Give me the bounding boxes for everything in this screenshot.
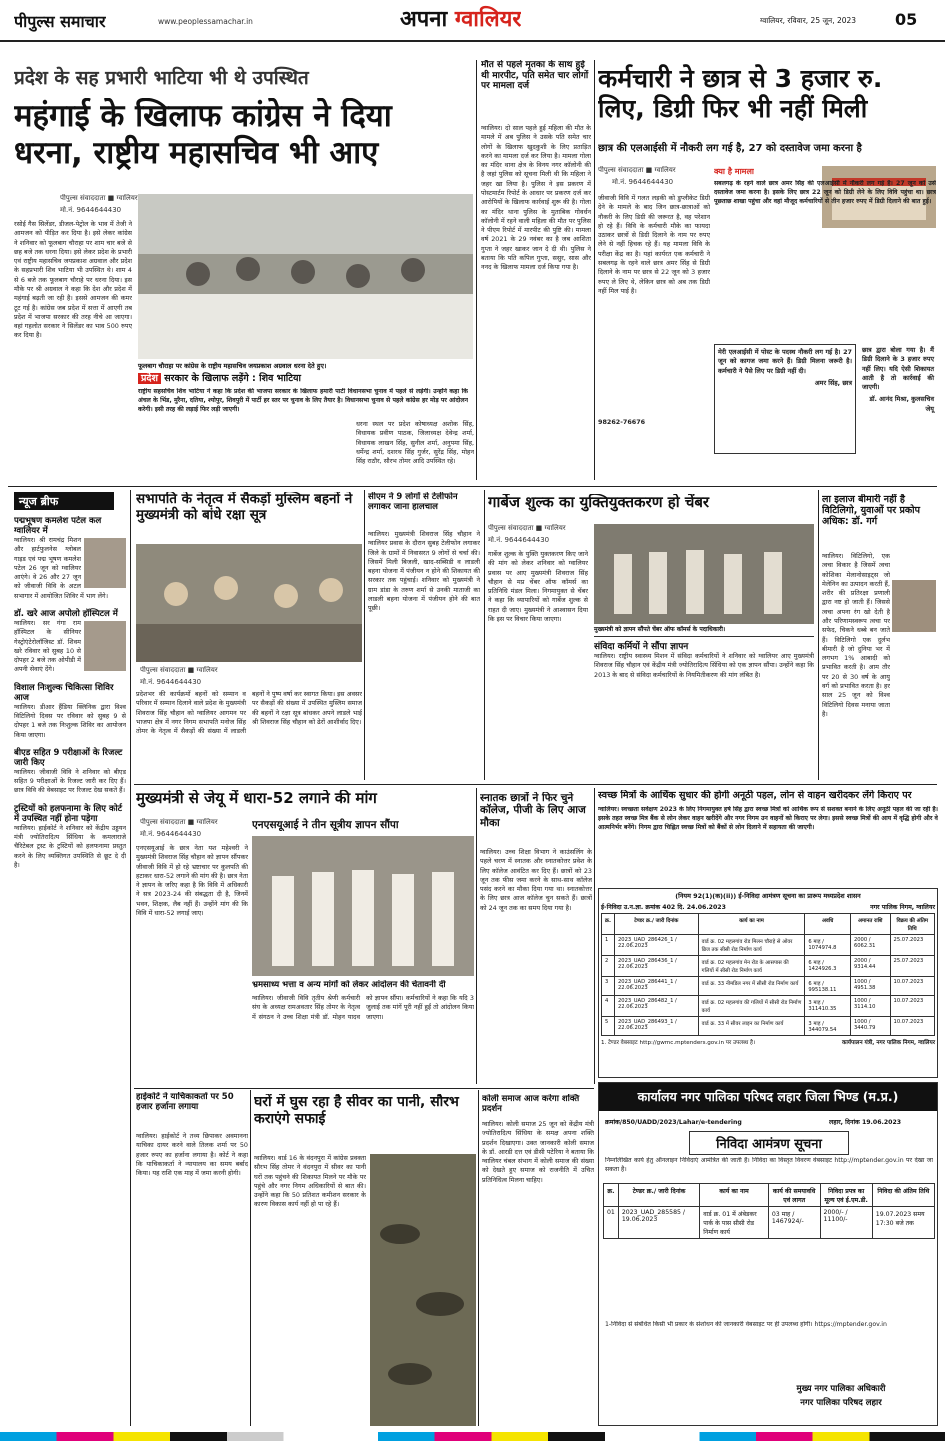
quote1-attr: अमर सिंह, छात्र xyxy=(814,378,852,387)
tender2-signature1: मुख्य नगर पालिका अधिकारी xyxy=(796,1384,886,1394)
death-headline: मौत से पहले मृतका के साथ हुई थी मारपीट, पति समेत चार लोगों पर मामला दर्ज xyxy=(481,60,589,92)
cell: वार्ड क्र. 02 महलगांव रोड मिलन चौराहे से ओवर ब्रिज तक सीसी रोड निर्माण कार्य xyxy=(698,935,805,956)
cell: 10.07.2023 xyxy=(890,996,934,1017)
tender1-signature: कार्यपालन यंत्री, नगर पालिक निगम, ग्वालियर xyxy=(842,1040,935,1046)
student-headline: कर्मचारी ने छात्र से 3 हजार रु. लिए, डिग्री फिर भी नहीं मिली xyxy=(598,64,883,123)
th: निविदा की अंतिम तिथि xyxy=(872,1184,934,1207)
quote-box-2 xyxy=(860,344,936,472)
quote1-text: मेरी एलआईसी में पोस्ट के पदस्थ नौकरी लग गई है। 27 जून को कागज जमा करने हैं। डिग्री मिलना जरूरी है। कर्मचारी ने पैसे लिए पर डिग्री नहीं दी। xyxy=(718,348,852,375)
section52-photo xyxy=(252,836,474,976)
cell: 10.07.2023 xyxy=(890,1017,934,1036)
cell: 3 माह / 311410.35 xyxy=(805,996,851,1017)
brief-item xyxy=(14,609,126,675)
cell: 2 xyxy=(602,956,615,977)
brief-body: ग्वालियर। हाईकोर्ट ने शनिवार को केंद्रीय उड्डयन मंत्री ज्योतिरादित्य सिंधिया के कमलाराजे चैरिटेबल ट्रस्ट के ट्रस्टियों को हलफनामा प्रस्तुत करने के लिए व्यक्तिगत उपस्थिति से छूट दे दी है। xyxy=(14,823,126,869)
section52-headline: मुख्यमंत्री से जेयू में धारा-52 लगाने की मांग xyxy=(136,790,377,807)
college-headline: स्नातक छात्रों ने फिर चुने कॉलेज, पीजी के लिए आज मौका xyxy=(480,792,586,829)
hc-headline: हाईकोर्ट ने याचिकाकर्ता पर 50 हजार हर्जाना लगाया xyxy=(136,1092,234,1113)
muslim-mobile: मो.नं. 9644644430 xyxy=(140,678,202,686)
sewer-photo xyxy=(370,1154,476,1426)
section52-photo-body: ग्वालियर। जीवाजी विवि तृतीय श्रेणी कर्मचारी संघ के अध्यक्ष रामअवतार सिंह तोमर के नेतृत्व में संगठन ने उच्च शिक्षा मंत्री डॉ. मोहन यादव को ज्ञापन सौंपा। कर्मचारियों ने कहा कि यदि 3 जुलाई तक मांगें पूरी नहीं हुईं तो आंदोलन किया जाएगा। xyxy=(252,994,474,1021)
tender2-table-wrap xyxy=(603,1183,935,1239)
news-brief-list xyxy=(14,516,126,1426)
vitiligo-headline: ला इलाज बीमारी नहीं है विटिलिगो, युवाओं पर प्रकोप अधिक: डॉ. गर्ग xyxy=(822,494,921,528)
brief-item xyxy=(14,683,126,740)
nsui-photo-icon xyxy=(252,836,474,976)
th: अवधि xyxy=(805,914,851,935)
sewer-headline: घरों में घुस रहा है सीवर का पानी, सौरभ कराएंगे सफाई xyxy=(254,1094,459,1127)
telephone-headline: सीएम ने 9 लोगों से टेलीफोन लगाकर जाना हालचाल xyxy=(368,492,458,513)
cell: 2023_UAD_285585 / 19.06.2023 xyxy=(618,1207,699,1239)
site-url: www.peoplessamachar.in xyxy=(158,17,253,26)
brief-head: पद्मभूषण कमलेश पटेल कल ग्वालियर में xyxy=(14,516,102,537)
cell: 2023_UAD_286441_1 / 22.06.2023 xyxy=(614,977,698,996)
garbage-headline: गार्बेज शुल्क का युक्तियुक्तकरण हो चेंबर xyxy=(488,494,710,511)
cell: 2000 / 9314.44 xyxy=(850,956,890,977)
cell: 2023_UAD_286493_1 / 22.06.2023 xyxy=(614,1017,698,1036)
doctor-portrait xyxy=(892,580,936,632)
tender2-note: 1-निविदा से संबंधित किसी भी प्रकार के संशोधन की जानकारी वेबसाइट पर ही उपलब्ध होगी। https://mptender.gov.in xyxy=(605,1321,887,1328)
student-byline: पीपुल्स संवाददाता ■ ग्वालियर xyxy=(598,166,676,174)
telephone-body: ग्वालियर। मुख्यमंत्री शिवराज सिंह चौहान ने ग्वालियर प्रवास के दौरान सुबह टेलीफोन लगाकर जिले के ग्रामों में निवासरत 9 लोगों से चर्चा की। जिसमें मिली बिजली, खाद-सब्सिडी व लाडली बहना योजना में पंजीयन न होने की शिकायत की सरकार तक पहुंचाई। शनिवार को मुख्यमंत्री ने ग्राम डांडा के तरुण शर्मा से उनकी माताजी का लाडली बहना योजना में पंजीयन होने की बात पूछी। xyxy=(368,530,480,613)
garbage-mobile: मो.नं. 9644644430 xyxy=(488,536,550,544)
cell: वार्ड क्र. 33 में सीवर लाइन का निर्माण कार्य xyxy=(698,1017,805,1036)
lead-kicker: प्रदेश के सह प्रभारी भाटिया भी थे उपस्थित xyxy=(14,67,309,89)
cell: 3 xyxy=(602,977,615,996)
cell: 2000/- / 11100/- xyxy=(820,1207,872,1239)
college-body: ग्वालियर। उच्च शिक्षा विभाग ने काउंसलिंग के पहले चरण में स्नातक और स्नातकोत्तर प्रवेश के लिए कॉलेज आवंटित कर दिए हैं। छात्रों को 23 जून तक फीस जमा करने के साथ-साथ कॉलेज पसंद करने का मौका दिया गया था। स्नातकोत्तर के लिए छात्र आज कॉलेज चुन सकते हैं। छात्रों को 24 जून तक का समय दिया गया है। xyxy=(480,848,592,912)
th: टेण्डर क्र./ जारी दिनांक xyxy=(618,1184,699,1207)
student-mobile: मो.नं. 9644644430 xyxy=(612,178,674,186)
section52-sub-head: एनएसयूआई ने तीन सूत्रीय ज्ञापन सौंपा xyxy=(252,819,399,831)
memorandum-photo-icon xyxy=(594,524,814,624)
cell: 19.07.2023 समय 17:30 बजे तक xyxy=(872,1207,934,1239)
th: क्र. xyxy=(604,1184,619,1207)
portrait-photo xyxy=(84,621,126,671)
tender1 xyxy=(598,888,938,1078)
sub-kicker-label: प्रदेश xyxy=(138,373,161,384)
tender2-table xyxy=(603,1183,935,1239)
table-header-row xyxy=(602,914,935,935)
garbage-sub-body: ग्वालियर। राष्ट्रीय स्वास्थ्य मिशन में संविदा कर्मचारियों ने शनिवार को ग्वालियर आए मुख्यमंत्री शिवराज सिंह चौहान एवं केंद्रीय मंत्री ज्योतिरादित्य सिंधिया को एक ज्ञापन सौंपा। उन्होंने कहा कि 2013 के बाद से संविदा कर्मचारियों के नियमितीकरण की मांग लंबित है। xyxy=(594,652,814,679)
brief-body: ग्वालियर। सर गंगा राम हॉस्पिटल के सीनियर गेस्ट्रोएंटेरोलॉजिस्ट डॉ. शिवम खरे रविवार को सुबह 10 से दोपहर 2 बजे तक ओपीडी में अपनी सेवाएं देंगे। xyxy=(14,619,81,674)
student-body: जीवाजी विवि में गलत लड़की को डुप्लीकेट डिग्री देने के मामले के बाद जिन छात्र-छात्राओं को नौकरी के लिए डिग्री की जरूरत है, वह परेशान हो रहे हैं। विवि के कर्मचारी मौके का फायदा उठाकर छात्रों से डिग्री दिलाने के नाम पर रुपए लेने से नहीं हिचक रहे हैं। यह मामला विवि के परीक्षा केंद्र का है। यहां कार्यरत एक कर्मचारी ने सबलगढ़ के रहने वाले छात्र अमर सिंह से डिग्री दिलाने के नाम पर छात्र से 22 जून को 3 हजार रुपए ले लिए थे, लेकिन छात्र को अब तक डिग्री नहीं मिल पाई है। xyxy=(598,194,710,295)
dateline: ग्वालियर, रविवार, 25 जून, 2023 xyxy=(760,16,857,25)
cell: वार्ड क्र. 02 महलगांव की गलियों में सीसी रोड निर्माण कार्य xyxy=(698,996,805,1017)
vitiligo-body: ग्वालियर। विटिलिगो, एक त्वचा विकार है जिसमें त्वचा कोशिका मेलानोसाइट्स जो मेलेनिन का उत्पादन करती हैं, शरीर की प्रतिरक्षा प्रणाली द्वारा नष्ट हो जाती हैं। जिससे त्वचा अपना रंग खो देती है और परिणामस्वरूप त्वचा पर सफेद, चिकने धब्बे बन जाते हैं। विटिलिगो एक दुर्लभ बीमारी है जो दुनिया भर में लगभग 1% आबादी को प्रभावित करती है। आम तौर पर 20 से 30 वर्ष के आयु वर्ग को प्रभावित करता है। हर साल 25 जून को विश्व विटिलिगो दिवस मनाया जाता है। xyxy=(822,552,890,718)
loan-body: ग्वालियर। स्वच्छता सर्वेक्षण 2023 के लिए निगमायुक्त हर्ष सिंह द्वारा स्वच्छ मित्रों को आर्थिक रूप से सशक्त बनाने के लिए अनूठी पहल की जा रही है। इसके तहत स्वच्छ मित्र बैंक से लोन लेकर वाहन खरीदेंगे और नगर निगम उन वाहनों को किराए पर लेगा। इससे स्वच्छ मित्रों की आय में वृद्धि होगी और वे आत्मनिर्भर बनेंगे। निगम द्वारा चिह्नित स्वच्छ मित्रों को बैंकों से लोन दिलाने में सहायता की जाएगी। xyxy=(598,806,938,831)
tender2-signature2: नगर पालिका परिषद लहार xyxy=(800,1398,882,1408)
cell: 5 xyxy=(602,1017,615,1036)
tender2-ref-date: लहार, दिनांक 19.06.2023 xyxy=(829,1119,902,1126)
tender2-title: निविदा आमंत्रण सूचना xyxy=(689,1131,849,1155)
cell: वार्ड क्र. 33 नीमडिल नगर में सीसी रोड निर्माण कार्य xyxy=(698,977,805,996)
th: टेण्डर क्र./ जारी दिनांक xyxy=(614,914,698,935)
brief-item xyxy=(14,804,126,870)
sub-kicker-text: सरकार के खिलाफ लड़ेंगे : शिव भाटिया xyxy=(164,373,302,384)
lead-col3: धरना स्थल पर प्रदेश कोषाध्यक्ष अशोक सिंह, विधायक प्रवीण पाठक, जिलाध्यक्ष देवेन्द्र शर्मा, विधायक लाखन सिंह, सुनील शर्मा, अनुपमा सिंह, धर्मेन्द्र शर्मा, दशरथ सिंह गुर्जर, सुरेंद्र सिंह, मोहन सिंह राठौर, सौरभ तोमर आदि उपस्थित रहे। xyxy=(356,420,474,466)
section52-photo-caption: भ्रमसाध्य भत्ता व अन्य मांगों को लेकर आंदोलन की चेतावनी दी xyxy=(252,980,446,990)
tender1-table xyxy=(601,913,935,1036)
crowd-photo-icon xyxy=(138,194,473,359)
hc-body: ग्वालियर। हाईकोर्ट ने तथ्य छिपाकर अवमानना याचिका दायर करने वाले तिलक शर्मा पर 50 हजार रुपए का हर्जाना लगाया है। कोर्ट ने कहा कि याचिकाकर्ता ने न्यायालय का समय बर्बाद किया। यह राशि एक माह में जमा करनी होगी। xyxy=(136,1132,248,1178)
lead-sub-body: राष्ट्रीय सहसचिव शिव भाटिया ने कहा कि प्रदेश की भाजपा सरकार के खिलाफ हमारी पार्टी विधानसभा चुनाव में पहले से लड़ेगी। उन्होंने कहा कि अंचल के भिंड, मुरैना, दतिया, श्योपुर, शिवपुरी में पार्टी हर स्तर पर चुनाव के लिए तैयार है। विधानसभा चुनाव से पहले कांग्रेस हर मोड़ पर आंदोलन करेगी। इसी तरह की लड़ाई फिर लड़ी जाएगी। xyxy=(138,388,468,413)
section-name: ग्वालियर xyxy=(454,7,522,32)
cell: 1000 / 3114.10 xyxy=(850,996,890,1017)
section-title xyxy=(400,5,521,35)
cell: 25.07.2023 xyxy=(890,935,934,956)
table-row xyxy=(602,1017,935,1036)
lead-body: रसोई गैस सिलेंडर, डीजल-पेट्रोल के भाव में तेजी ने आमजन को पीड़ित कर दिया है। इसे लेकर कांग्रेस ने शनिवार को फूलबाग चौराहा पर शाम चार बजे से छह बजे तक धरना दिया। इसे लेकर प्रदेश के प्रभारी एवं राष्ट्रीय महासचिव जयप्रकाश अग्रवाल और प्रदेश के सहप्रभारी शिव भाटिया भी उपस्थित थे। शाम 4 से 6 बजे तक फूलबाग चौराहे पर धरना दिया। इस मौके पर श्री अग्रवाल ने कहा कि देश और प्रदेश में महंगाई बढ़ती जा रही है। इससे आमजन की कमर टूट गई है। कांग्रेस जब प्रदेश में सत्ता में आएगी तब प्रदेश में भाजपा सरकार की तरह नीचे आ जाएगा। वहां गहलोत सरकार ने सिलेंडर का भाव 500 रुपए कर दिया है। xyxy=(14,220,132,340)
cell: 1 xyxy=(602,935,615,956)
death-body: ग्वालियर। दो साल पहले हुई महिला की मौत के मामले में अब पुलिस ने उसके पति समेत चार लोगों के खिलाफ खुदकुशी के लिए प्रताड़ित करने का मामला दर्ज कर लिया है। मामला गोला का मंदिर थाना क्षेत्र के विनय नगर कॉलोनी की है जहां पुलिस को सूचना मिली थी कि महिला ने जहर खा लिया है। पुलिस ने इस प्रकरण में पोस्टमार्टम रिपोर्ट के आधार पर प्रकरण दर्ज कर आरोपियों के खिलाफ कार्रवाई शुरू की है। गोला का मंदिर थाना पुलिस के मुताबिक गोवर्धन कॉलोनी में रहने वाली महिला की मौत पर पुलिस ने पीएम रिपोर्ट में मारपीट की पुष्टि की। मामला वर्ष 2021 के 29 नवंबर का है जब आशिता गुप्ता ने जहर खाकर जान दे दी थी। पुलिस ने बताया कि पति कपिल गुप्ता, ससुर, सास और ननद के खिलाफ मामला दर्ज किया गया है। xyxy=(481,124,591,272)
tender1-org: नगर पालिक निगम, ग्वालियर xyxy=(870,904,935,911)
lead-mobile: मो.नं. 9644644430 xyxy=(60,206,122,214)
section52-byline: पीपुल्स संवाददाता ■ ग्वालियर xyxy=(140,818,218,826)
section-prefix: अपना xyxy=(400,7,448,32)
tender1-note: 1. टेण्डर वेबसाइट http://gwmc.mptenders.gov.in पर उपलब्ध है। xyxy=(601,1040,756,1046)
sewage-photo-icon xyxy=(370,1154,476,1426)
brief-item xyxy=(14,748,126,796)
student-box xyxy=(714,166,936,341)
garbage-photo xyxy=(594,524,814,624)
brief-body: ग्वालियर। श्री रामचंद्र मिशन और हार्टफुलनेस ग्लोबल गाइड एवं पद्म भूषण कमलेश पटेल 26 जून को ग्वालियर आएंगे। वे 26 और 27 जून को जीवाजी विवि के अटल सभागार में आयोजित शिविर में भाग लेंगे। xyxy=(14,536,109,600)
rakhi-photo-icon xyxy=(136,544,362,662)
loan-headline: स्वच्छ मित्रों के आर्थिक सुधार की होगी अनूठी पहल, लोन से वाहन खरीदकर लेंगे किराए पर xyxy=(598,790,912,801)
cell: 1000 / 3440.79 xyxy=(850,1017,890,1036)
garbage-photo-caption: मुख्यमंत्री को ज्ञापन सौंपते चेंबर ऑफ कॉमर्स के पदाधिकारी। xyxy=(594,626,726,633)
brand-logo: पीपुल्स समाचार xyxy=(14,12,106,31)
quote-box-1 xyxy=(714,344,856,454)
table-row xyxy=(602,935,935,956)
garbage-byline: पीपुल्स संवाददाता ■ ग्वालियर xyxy=(488,524,566,532)
table-row xyxy=(602,956,935,977)
th: विक्रय की अंतिम तिथि xyxy=(890,914,934,935)
th: क्र. xyxy=(602,914,615,935)
brief-body: ग्वालियर। जीवाजी विवि ने शनिवार को बीएड सहित 9 परीक्षाओं के रिजल्ट जारी कर दिए हैं। छात्र विवि की वेबसाइट पर रिजल्ट देख सकते हैं। xyxy=(14,767,126,795)
koli-body: ग्वालियर। कोली समाज 25 जून को केंद्रीय मंत्री ज्योतिरादित्य सिंधिया के समक्ष अपना शक्ति प्रदर्शन दिखाएगा। उक्त जानकारी कोली समाज के डॉ. आरडी दत्त एवं डीसी पटेरिया ने बताया कि ग्वालियर चंबल संभाग में कोली समाज की संख्या को देखते हुए समाज को राजनीति में उचित प्रतिनिधित्व मिलना चाहिए। xyxy=(482,1120,594,1184)
lead-sub-kicker xyxy=(138,372,468,386)
lead-headline: महंगाई के खिलाफ कांग्रेस ने दिया धरना, राष्ट्रीय महासचिव भी आए xyxy=(14,98,392,171)
koli-headline: कोली समाज आज करेगा शक्ति प्रदर्शन xyxy=(482,1094,580,1115)
tender2-banner: कार्यालय नगर पालिका परिषद लहार जिला भिण्ड (म.प्र.) xyxy=(599,1083,937,1111)
student-deck: छात्र की एलआईसी में नौकरी लग गई है, 27 को दस्तावेज जमा करना है xyxy=(598,143,862,154)
cell: 6 माह / 1424926.3 xyxy=(805,956,851,977)
tender2-ref: क्रमांक/850/UADD/2023/Lahar/e-tendering xyxy=(605,1119,742,1126)
cell: वार्ड क्र. 01 में अंबेडकर पार्क के पास सीसी रोड निर्माण कार्य xyxy=(700,1207,769,1239)
table-row xyxy=(602,996,935,1017)
table-row xyxy=(602,977,935,996)
cell: 10.07.2023 xyxy=(890,977,934,996)
garbage-body: गार्बेज शुल्क के युक्ति युक्तकरण किए जाने की मांग को लेकर शनिवार को ग्वालियर प्रवास पर आए मुख्यमंत्री शिवराज सिंह चौहान से मप्र चेंबर ऑफ कॉमर्स का प्रतिनिधि मंडल मिला। निगमायुक्त से चेंबर ने कहा कि व्यापारियों को गार्बेज शुल्क से राहत दी जाए। मुख्यमंत्री ने आश्वासन दिया कि इस पर विचार किया जाएगा। xyxy=(488,550,588,623)
th: निविदा प्रपत्र का मूल्य एवं ई.एम.डी. xyxy=(820,1184,872,1207)
muslim-photo xyxy=(136,544,362,662)
cell: 6 माह / 1074974.8 xyxy=(805,935,851,956)
brief-head: ट्रस्टियों को हलफनामा के लिए कोर्ट में उपस्थित नहीं होना पड़ेगा xyxy=(14,803,122,824)
section52-mobile: मो.नं. 9644644430 xyxy=(140,830,202,838)
box-body: सबलगढ़ के रहने वाले छात्र अमर सिंह की एलआईसी में नौकरी लग गई है। 27 जून को उसे दस्तावेज जमा करना है। इसके लिए छात्र 22 जून को डिग्री लेने के लिए विवि पहुंचा था। छात्र पूछताछ शाखा पहुंचा और वहां मौजूद कर्मचारियों से तीन हजार रुपए में डिग्री दिलाने की बात हुई। xyxy=(714,180,936,205)
table-header-row xyxy=(604,1184,935,1207)
tender2 xyxy=(598,1082,938,1426)
cell: 25.07.2023 xyxy=(890,956,934,977)
sewer-body: ग्वालियर। वार्ड 16 के वंदनपुरा में कांग्रेस प्रवक्ता सौरभ सिंह तोमर ने वंदनपुरा में सीवर का पानी घरों तक पहुंचने की शिकायत मिलने पर मौके पर पहुंचे और नगर निगम अधिकारियों से बात की। उन्होंने कहा कि 50 प्रतिशत कमीशन सरकार के कारण विकास कार्य नहीं हो पा रहे हैं। xyxy=(254,1154,366,1209)
brief-head: विशाल निःशुल्क चिकित्सा शिविर आज xyxy=(14,682,114,703)
table-row xyxy=(604,1207,935,1239)
muslim-headline: सभापति के नेतृत्व में सैकड़ों मुस्लिम बहनों ने मुख्यमंत्री को बांधे रक्षा सूत्र xyxy=(136,492,353,523)
cell: 6 माह / 995138.11 xyxy=(805,977,851,996)
brief-body: ग्वालियर। डीआर हैंडिया क्लिनिक द्वारा विश्व विटिलिगो दिवस पर रविवार को सुबह 9 से दोपहर 1 बजे तक निःशुल्क शिविर का आयोजन किया जाएगा। xyxy=(14,702,126,739)
cell: वार्ड क्र. 02 महलगांव मेन रोड के आसपास की गलियों में सीसी रोड निर्माण कार्य xyxy=(698,956,805,977)
lead-photo xyxy=(138,194,473,359)
page-number: 05 xyxy=(895,10,918,29)
garbage-sub-head: संविदा कर्मियों ने सौंपा ज्ञापन xyxy=(594,636,814,652)
brief-head: बीएड सहित 9 परीक्षाओं के रिजल्ट जारी किए xyxy=(14,747,123,768)
cell: 1000 / 4951.38 xyxy=(850,977,890,996)
cell: 2023_UAD_286426_1 / 22.06.2023 xyxy=(614,935,698,956)
muslim-body: प्रदेशभर की कार्यक्रमों बहनों को सम्मान व परिवार में सम्मान दिलाने वाले प्रदेश के मुख्यमंत्री शिवराज सिंह चौहान को ग्वालियर आगमन पर भाजपा क्षेत्र में नगर निगम सभापति मनोज सिंह तोमर के नेतृत्व में सैकड़ों की संख्या में लाडली बहनों ने पुष्प वर्षा कर स्वागत किया। इस अवसर पर सैकड़ों की संख्या में उपस्थित मुस्लिम समाज की बहनों ने रक्षा सूत्र बांधकर अपने लाडले भाई श्री शिवराज सिंह चौहान को ढेरों आशीर्वाद दिए। xyxy=(136,690,362,736)
cell: 2023_UAD_286436_1 / 22.06.2023 xyxy=(614,956,698,977)
cell: 2023_UAD_286482_1 / 22.06.2023 xyxy=(614,996,698,1017)
lead-photo-caption: फूलबाग चौराहा पर कांग्रेस के राष्ट्रीय महासचिव जयप्रकाश अग्रवाल धरना देते हुए। xyxy=(138,362,327,370)
th: कार्य का नाम xyxy=(700,1184,769,1207)
th: कार्य का नाम xyxy=(698,914,805,935)
muslim-byline: पीपुल्स संवाददाता ■ ग्वालियर xyxy=(140,666,218,674)
lead-byline: पीपुल्स संवाददाता ■ ग्वालियर xyxy=(60,194,138,202)
portrait-photo xyxy=(84,538,126,588)
brief-item xyxy=(14,516,126,601)
th: अमानत राशि xyxy=(850,914,890,935)
cell: 01 xyxy=(604,1207,619,1239)
th: कार्य की समयावधि एवं लागत xyxy=(768,1184,820,1207)
quote2-text: छात्र द्वारा बोला गया है। मैं डिग्री दिलाने के 3 हजार रुपए नहीं लिए। यदि ऐसी शिकायत आती है तो कार्रवाई की जाएगी। xyxy=(862,346,934,392)
brief-head: डॉ. खरे आज अपोलो हॉस्पिटल में xyxy=(14,609,118,619)
cell: 03 माह / 1467924/- xyxy=(768,1207,820,1239)
quote2-attr: डॉ. आनंद मिश्रा, कुलसचिव जेयू xyxy=(869,395,934,413)
masthead xyxy=(0,0,945,42)
news-brief-title: न्यूज ब्रीफ xyxy=(14,492,114,510)
box-title: क्या है मामला xyxy=(714,167,754,176)
cell: 4 xyxy=(602,996,615,1017)
tender1-title: (नियम 92(1)(क)(ii)) ई-निविदा आमंत्रण सूचना का प्रारूप मध्यप्रदेश शासन xyxy=(675,892,861,900)
tender2-intro: निम्नलिखित कार्य हेतु ऑनलाइन निविदाएं आमंत्रित की जाती हैं। निविदा का विस्तृत विवरण वेबसाइट http://mptender.gov.in पर देखा जा सकता है। xyxy=(605,1157,933,1173)
student-phone: 98262-76676 xyxy=(598,418,646,426)
print-register-bar xyxy=(0,1432,945,1441)
section52-body: एनएसयूआई के छात्र नेता यश महेश्वरी ने मुख्यमंत्री शिवराज सिंह चौहान को ज्ञापन सौंपकर जीवाजी विवि में हो रहे भ्रष्टाचार पर कुलपति की हटाकर धारा-52 लगाने की मांग की है। छात्र नेता ने ज्ञापन के जरिए कहा है कि विवि में अधिकारी ने सत्र 2023-24 की संबद्धता दी है, जिनमें भवन, शिक्षक, लैब नहीं हैं। उन्होंने मांग की कि विवि में धारा-52 लगाई जाए। xyxy=(136,844,248,917)
tender1-ref: ई-निविदा उ.न.ज्ञा. क्रमांक 402 दि. 24.06.2023 xyxy=(601,904,726,911)
cell: 3 माह / 344079.54 xyxy=(805,1017,851,1036)
cell: 2000 / 6062.31 xyxy=(850,935,890,956)
